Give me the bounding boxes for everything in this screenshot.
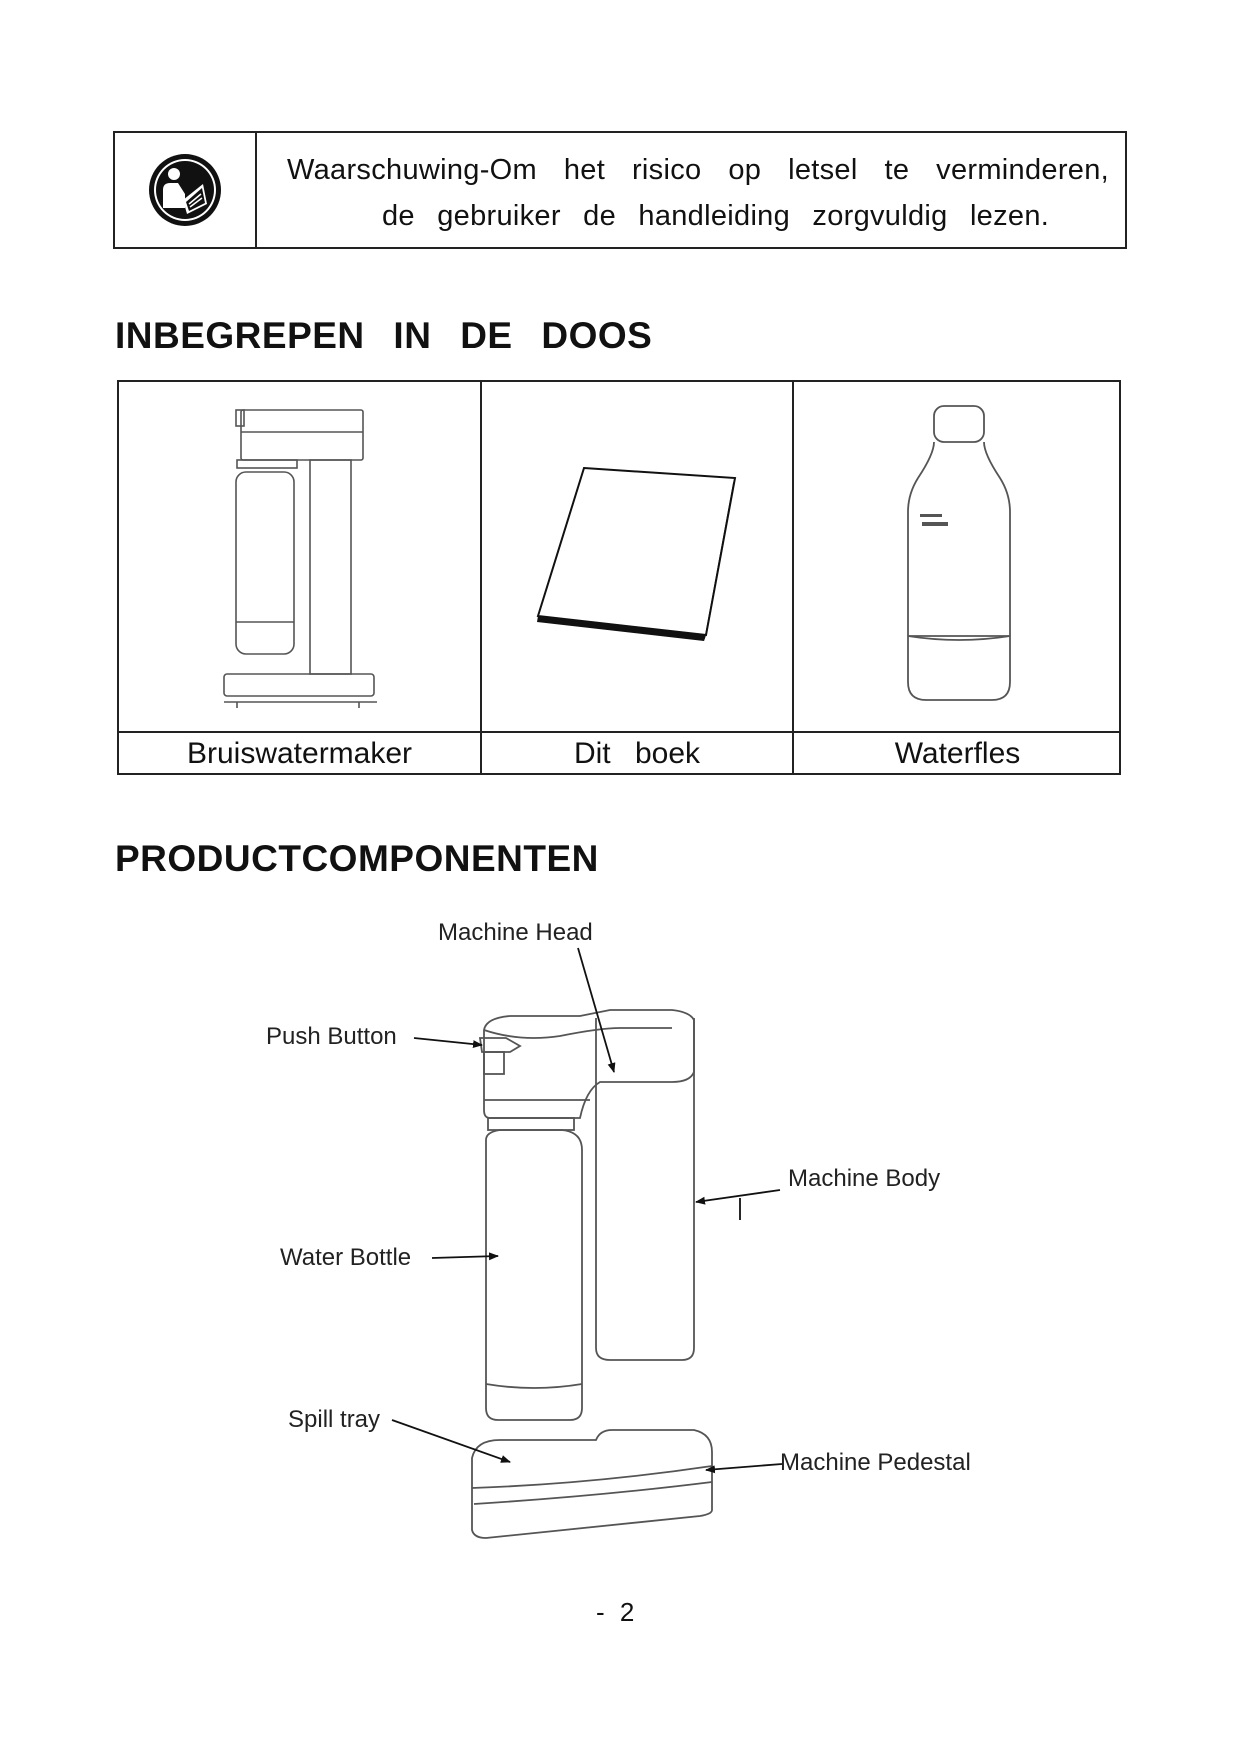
warning-text — [257, 133, 1125, 247]
label-machine-pedestal: Machine Pedestal — [780, 1449, 971, 1476]
included-label-soda-maker: Bruiswatermaker — [119, 731, 482, 775]
components-diagram — [0, 900, 1241, 1540]
label-machine-head: Machine Head — [438, 919, 593, 946]
booklet-icon — [482, 382, 792, 729]
label-machine-body: Machine Body — [788, 1165, 941, 1192]
warning-box — [113, 131, 1127, 249]
read-manual-icon — [145, 150, 225, 230]
page-number: - 2 — [596, 1597, 635, 1627]
soda-maker-icon — [119, 382, 480, 729]
components-heading: PRODUCTCOMPONENTEN — [115, 838, 599, 879]
label-push-button: Push Button — [266, 1023, 397, 1050]
warning-icon-cell — [115, 133, 257, 247]
label-spill-tray: Spill tray — [288, 1406, 381, 1433]
label-water-bottle: Water Bottle — [280, 1244, 412, 1271]
warning-line-2: de gebruiker de handleiding zorgvuldig lezen. — [382, 200, 1050, 232]
soda-maker-drawing — [472, 1010, 712, 1538]
included-label-bottle: Waterfles — [794, 731, 1121, 775]
warning-line-1: Waarschuwing-Om het risico op letsel te verminderen, — [287, 154, 1109, 186]
included-table — [117, 380, 1121, 775]
included-cell-soda-maker — [119, 382, 482, 731]
included-label-booklet: Dit boek — [482, 731, 794, 775]
included-cell-booklet — [482, 382, 794, 731]
included-heading: INBEGREPEN IN DE DOOS — [115, 315, 653, 356]
water-bottle-icon — [794, 382, 1119, 729]
included-cell-bottle — [794, 382, 1121, 731]
